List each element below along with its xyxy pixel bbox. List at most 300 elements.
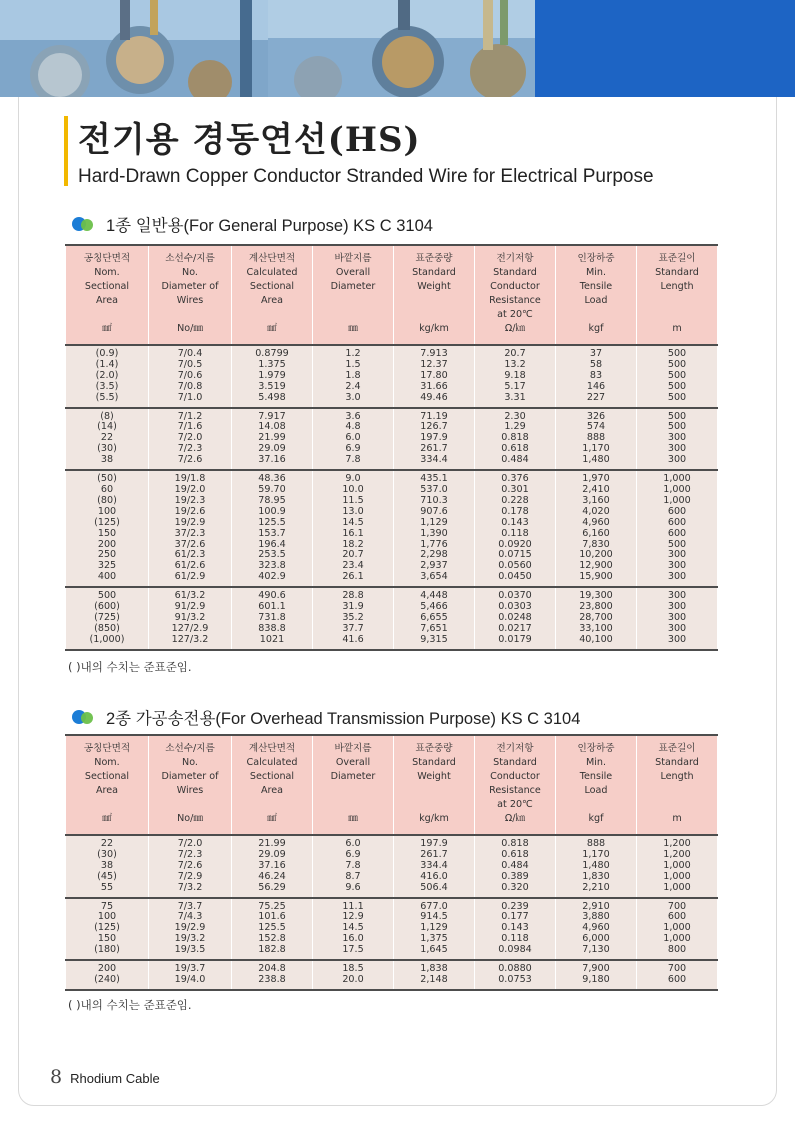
cell-value: 29.09	[258, 443, 286, 455]
column-unit: ㎟	[102, 813, 112, 824]
cell-value: 3.31	[504, 391, 526, 403]
column-header	[394, 245, 475, 345]
cell-value: 6.9	[345, 443, 361, 455]
table-cell	[394, 587, 475, 650]
table-cell	[475, 470, 556, 587]
column-header-line: Sectional	[84, 771, 130, 782]
cell-value: 59.70	[258, 483, 286, 495]
column-header-line: Overall	[335, 757, 371, 768]
cell-value: 500	[667, 421, 687, 433]
table-cell	[637, 898, 718, 961]
cell-value: 1,170	[582, 443, 610, 455]
column-unit: Ω/㎞	[504, 323, 526, 334]
column-header-line: Resistance	[489, 785, 541, 796]
table-cell	[475, 835, 556, 898]
table-cell	[149, 587, 232, 650]
cell-value: (14)	[97, 421, 117, 433]
column-header-line: Sectional	[84, 281, 130, 292]
cell-value: 9.18	[504, 369, 526, 381]
cell-value: 800	[667, 944, 687, 956]
cell-value: (125)	[94, 516, 120, 528]
column-unit: ㎟	[102, 323, 112, 334]
cell-value: 300	[667, 549, 687, 561]
table-cell	[149, 898, 232, 961]
column-unit: No/㎜	[177, 813, 203, 824]
cell-value: 5.17	[504, 380, 526, 392]
cell-value: 10,200	[579, 549, 613, 561]
cell-value: 7/2.0	[177, 432, 203, 444]
column-header-line: 공칭단면적	[83, 743, 131, 754]
cell-value: 12.37	[420, 358, 448, 370]
cell-value: 888	[586, 838, 606, 849]
table-header-row	[66, 245, 718, 345]
table-cell	[556, 835, 637, 898]
bullet-dots-icon	[72, 708, 98, 726]
cell-value: 19/3.2	[174, 933, 206, 945]
cell-value: 7/1.6	[177, 421, 203, 433]
column-unit: Ω/㎞	[504, 813, 526, 824]
cell-value: 19/2.9	[174, 516, 206, 528]
cell-value: 1.979	[258, 369, 286, 381]
cell-value: 300	[667, 590, 687, 602]
column-unit: m	[672, 323, 682, 334]
column-header-line: Standard	[412, 267, 456, 278]
cell-value: (850)	[94, 622, 120, 634]
cell-value: 12,900	[579, 560, 613, 572]
cell-value: 37.16	[258, 454, 286, 466]
page-number: 8	[50, 1066, 63, 1088]
cell-value: 0.320	[501, 881, 529, 893]
table-cell	[232, 898, 313, 961]
cell-value: 15,900	[579, 571, 613, 583]
table-cell	[556, 345, 637, 408]
table-cell	[475, 898, 556, 961]
cell-value: 0.618	[501, 848, 529, 860]
table-row-group	[66, 408, 718, 471]
cell-value: 0.484	[501, 859, 529, 871]
cell-value: 20.7	[342, 549, 364, 561]
cell-value: 2,148	[420, 973, 448, 985]
cell-value: 125.5	[258, 922, 286, 934]
cell-value: 196.4	[258, 538, 286, 550]
cell-value: 35.2	[342, 611, 364, 623]
page-title-english: Hard-Drawn Copper Conductor Stranded Wire for Electrical Purpose	[78, 166, 654, 187]
cell-value: 10.0	[342, 483, 364, 495]
cell-value: 200	[97, 963, 117, 975]
cell-value: 18.5	[342, 963, 364, 975]
cell-value: 22	[100, 432, 114, 444]
cell-value: 127/3.2	[171, 633, 209, 645]
table-row-group	[66, 960, 718, 990]
cell-value: 1,776	[420, 538, 448, 550]
column-header	[232, 245, 313, 345]
cell-value: 100	[97, 505, 117, 517]
cell-value: 7/2.6	[177, 454, 203, 466]
cell-value: 907.6	[420, 505, 448, 517]
cell-value: 600	[667, 505, 687, 517]
cell-value: 100	[97, 911, 117, 923]
column-header-line: 인장하중	[577, 743, 615, 754]
cell-value: 0.143	[501, 922, 529, 934]
cell-value: 5,466	[420, 601, 448, 613]
table-row-group	[66, 587, 718, 650]
table-cell	[475, 408, 556, 471]
column-header-line: Nom.	[94, 267, 120, 278]
cell-value: 101.6	[258, 911, 286, 923]
column-header	[66, 245, 149, 345]
table-cell	[66, 835, 149, 898]
column-header	[232, 735, 313, 835]
cell-value: 91/2.9	[174, 601, 206, 613]
cell-value: (240)	[94, 973, 120, 985]
column-header-line: Overall	[335, 267, 371, 278]
column-header-line: Area	[95, 785, 119, 796]
cell-value: 300	[667, 443, 687, 455]
cell-value: 3,654	[420, 571, 448, 583]
cell-value: 7,900	[582, 963, 610, 975]
cell-value: 7.913	[420, 348, 448, 359]
column-header-line: Diameter	[330, 771, 376, 782]
table-row-group	[66, 898, 718, 961]
cell-value: 0.0880	[498, 963, 532, 975]
cell-value: 600	[667, 911, 687, 923]
cell-value: 0.0303	[498, 601, 532, 613]
column-header-line: Length	[660, 281, 694, 292]
cell-value: 0.376	[501, 473, 529, 485]
column-header-line: Diameter	[330, 281, 376, 292]
cell-value: 12.9	[342, 911, 364, 923]
cell-value: 7.8	[345, 454, 361, 466]
table-cell	[66, 960, 149, 990]
cell-value: 500	[667, 348, 687, 359]
table-cell	[637, 835, 718, 898]
cell-value: 574	[586, 421, 606, 433]
cell-value: 0.178	[501, 505, 529, 517]
cell-value: 22	[100, 838, 114, 849]
column-header-line: 공칭단면적	[83, 253, 131, 264]
cell-value: 6,160	[582, 527, 610, 539]
table-cell	[232, 960, 313, 990]
cell-value: 7/0.5	[177, 358, 203, 370]
cell-value: 0.0248	[498, 611, 532, 623]
cell-value: 3,880	[582, 911, 610, 923]
column-header-line: Weight	[417, 771, 451, 782]
cell-value: 300	[667, 571, 687, 583]
cell-value: 3.0	[345, 391, 361, 403]
cell-value: 20.7	[504, 348, 526, 359]
cell-value: (50)	[97, 473, 117, 485]
cell-value: 261.7	[420, 848, 448, 860]
section-2-title: 2종 가공송전용(For Overhead Transmission Purpose) KS C 3104	[106, 710, 581, 728]
cell-value: 0.0217	[498, 622, 532, 634]
cell-value: 1,480	[582, 859, 610, 871]
cell-value: (600)	[94, 601, 120, 613]
cell-value: (80)	[97, 494, 117, 506]
column-header	[475, 735, 556, 835]
cell-value: 0.118	[501, 933, 529, 945]
column-unit: ㎜	[348, 813, 358, 824]
cell-value: 7/2.6	[177, 859, 203, 871]
cell-value: 1,838	[420, 963, 448, 975]
table-cell	[394, 408, 475, 471]
column-unit: No/㎜	[177, 323, 203, 334]
page-footer	[50, 1066, 160, 1088]
cell-value: (30)	[97, 848, 117, 860]
cell-value: 0.239	[501, 900, 529, 912]
cable-photo-right-overlay-illustration	[268, 0, 535, 97]
cell-value: 61/2.6	[174, 560, 206, 572]
cell-value: 153.7	[258, 527, 286, 539]
cell-value: 0.0715	[498, 549, 532, 561]
cell-value: 60	[100, 483, 114, 495]
cell-value: (8)	[100, 410, 114, 422]
cell-value: (725)	[94, 611, 120, 623]
column-header-line: Wires	[176, 785, 204, 796]
cell-value: 21.99	[258, 432, 286, 444]
column-header-line: 전기저항	[496, 253, 534, 264]
cell-value: 9,315	[420, 633, 448, 645]
column-header-line: Standard	[493, 267, 537, 278]
table-row-group	[66, 345, 718, 408]
cell-value: 204.8	[258, 963, 286, 975]
cell-value: 48.36	[258, 473, 286, 485]
cell-value: 37.7	[342, 622, 364, 634]
cell-value: 146	[586, 380, 606, 392]
cell-value: 61/3.2	[174, 590, 206, 602]
cell-value: 677.0	[420, 900, 448, 912]
cell-value: 7/2.3	[177, 443, 203, 455]
table-cell	[394, 470, 475, 587]
cell-value: 0.301	[501, 483, 529, 495]
column-header	[66, 735, 149, 835]
table-cell	[66, 408, 149, 471]
table-cell	[232, 345, 313, 408]
cell-value: 21.99	[258, 838, 286, 849]
column-unit: ㎟	[267, 813, 277, 824]
cell-value: 3.6	[345, 410, 361, 422]
cell-value: 4,960	[582, 922, 610, 934]
column-header-line: at 20℃	[497, 799, 533, 810]
cell-value: 37	[589, 348, 603, 359]
cell-value: 13.0	[342, 505, 364, 517]
column-header	[556, 735, 637, 835]
cell-value: 0.228	[501, 494, 529, 506]
cell-value: 1,000	[663, 922, 691, 934]
cell-value: (1.4)	[95, 358, 119, 370]
table-cell	[149, 345, 232, 408]
page-title-korean: 전기용 경동연선(HS)	[78, 120, 421, 160]
cell-value: 0.177	[501, 911, 529, 923]
cell-value: 416.0	[420, 870, 448, 882]
cell-value: 37.16	[258, 859, 286, 871]
table-cell	[66, 587, 149, 650]
column-header-line: Standard	[493, 757, 537, 768]
table-cell	[475, 345, 556, 408]
cell-value: 4,960	[582, 516, 610, 528]
table-cell	[394, 345, 475, 408]
title-accent-bar	[64, 116, 68, 186]
table-cell	[475, 587, 556, 650]
cell-value: 3.519	[258, 380, 286, 392]
cell-value: 1,000	[663, 859, 691, 871]
cell-value: 1,000	[663, 473, 691, 485]
table-cell	[556, 470, 637, 587]
cell-value: 300	[667, 622, 687, 634]
cell-value: 38	[100, 454, 114, 466]
cell-value: 0.0179	[498, 633, 532, 645]
column-header-line: Nom.	[94, 757, 120, 768]
table-cell	[313, 587, 394, 650]
column-header-line: 표준길이	[658, 743, 696, 754]
cell-value: 20.0	[342, 973, 364, 985]
cell-value: 300	[667, 560, 687, 572]
table-cell	[313, 835, 394, 898]
column-header-line: Load	[584, 785, 608, 796]
cell-value: (1,000)	[89, 633, 125, 645]
cell-value: 402.9	[258, 571, 286, 583]
cell-value: 2.4	[345, 380, 361, 392]
cell-value: 200	[97, 538, 117, 550]
brand-name: Rhodium Cable	[70, 1071, 160, 1086]
section-1-heading	[72, 212, 433, 236]
column-unit: kg/km	[419, 323, 449, 334]
cell-value: 1.29	[504, 421, 526, 433]
cell-value: 1,000	[663, 483, 691, 495]
cell-value: 55	[100, 881, 114, 893]
cell-value: 0.0450	[498, 571, 532, 583]
cell-value: 13.2	[504, 358, 526, 370]
cell-value: 1,129	[420, 922, 448, 934]
cell-value: 838.8	[258, 622, 286, 634]
cell-value: 152.8	[258, 933, 286, 945]
cell-value: 325	[97, 560, 117, 572]
cell-value: 58	[589, 358, 603, 370]
cell-value: 41.6	[342, 633, 364, 645]
cell-value: 300	[667, 601, 687, 613]
cell-value: 500	[97, 590, 117, 602]
cell-value: 300	[667, 633, 687, 645]
table-row-group	[66, 835, 718, 898]
table-cell	[475, 960, 556, 990]
cell-value: 0.0984	[498, 944, 532, 956]
cell-value: 0.389	[501, 870, 529, 882]
cell-value: 7/4.3	[177, 911, 203, 923]
bullet-dots-icon	[72, 215, 98, 233]
cell-value: 6,655	[420, 611, 448, 623]
cell-value: 61/2.3	[174, 549, 206, 561]
cell-value: 1.5	[345, 358, 361, 370]
cell-value: 435.1	[420, 473, 448, 485]
column-header-line: Area	[260, 295, 284, 306]
cell-value: 1,375	[420, 933, 448, 945]
cell-value: 75	[100, 900, 114, 912]
table-cell	[556, 408, 637, 471]
cell-value: 1,129	[420, 516, 448, 528]
table-cell	[394, 960, 475, 990]
table-1-note: ( )내의 수치는 준표준임.	[68, 660, 192, 674]
column-unit: kg/km	[419, 813, 449, 824]
cell-value: 500	[667, 410, 687, 422]
column-header-line: Tensile	[579, 281, 613, 292]
cell-value: 91/3.2	[174, 611, 206, 623]
table-cell	[232, 587, 313, 650]
cell-value: 253.5	[258, 549, 286, 561]
cell-value: 19/4.0	[174, 973, 206, 985]
column-header-line: Standard	[655, 267, 699, 278]
cell-value: 61/2.9	[174, 571, 206, 583]
cell-value: 5.498	[258, 391, 286, 403]
cell-value: 490.6	[258, 590, 286, 602]
column-unit: kgf	[588, 323, 604, 334]
cell-value: 2.30	[504, 410, 526, 422]
cell-value: 601.1	[258, 601, 286, 613]
cell-value: 500	[667, 369, 687, 381]
cell-value: 17.80	[420, 369, 448, 381]
cell-value: 0.484	[501, 454, 529, 466]
table-cell	[149, 470, 232, 587]
cell-value: 6,000	[582, 933, 610, 945]
cell-value: 6.0	[345, 838, 361, 849]
table-cell	[637, 408, 718, 471]
cell-value: 23,800	[579, 601, 613, 613]
cell-value: 7/3.7	[177, 900, 203, 912]
cell-value: 334.4	[420, 859, 448, 871]
column-header-line: Standard	[655, 757, 699, 768]
column-header-line: 전기저항	[496, 743, 534, 754]
cell-value: 7/2.3	[177, 848, 203, 860]
table-cell	[313, 960, 394, 990]
table-cell	[313, 345, 394, 408]
table-cell	[149, 835, 232, 898]
column-header-line: 계산단면적	[248, 743, 296, 754]
cell-value: 7/0.4	[177, 348, 203, 359]
column-header-line: 표준길이	[658, 253, 696, 264]
table-cell	[232, 835, 313, 898]
column-header-line: Tensile	[579, 771, 613, 782]
cell-value: 14.5	[342, 516, 364, 528]
cell-value: 9,180	[582, 973, 610, 985]
cable-photo-left-overlay-illustration	[0, 0, 268, 97]
cell-value: 300	[667, 432, 687, 444]
table-cell	[232, 408, 313, 471]
section-2-heading	[72, 705, 580, 729]
cell-value: 1021	[259, 633, 285, 645]
table-cell	[394, 898, 475, 961]
cell-value: 7.8	[345, 859, 361, 871]
column-header-line: at 20℃	[497, 309, 533, 320]
cell-value: 1,830	[582, 870, 610, 882]
cell-value: 197.9	[420, 432, 448, 444]
cell-value: 23.4	[342, 560, 364, 572]
column-header-line: 표준중량	[415, 743, 453, 754]
cell-value: 0.818	[501, 838, 529, 849]
cell-value: 7/0.6	[177, 369, 203, 381]
column-header-line: Weight	[417, 281, 451, 292]
cell-value: 0.0920	[498, 538, 532, 550]
cell-value: 7.917	[258, 410, 286, 422]
cell-value: 7,830	[582, 538, 610, 550]
cell-value: 19/2.9	[174, 922, 206, 934]
spec-table-overhead	[65, 734, 718, 991]
column-header-line: Calculated	[246, 757, 298, 768]
cell-value: 7/2.9	[177, 870, 203, 882]
cell-value: 600	[667, 973, 687, 985]
cell-value: 75.25	[258, 900, 286, 912]
cell-value: 1,645	[420, 944, 448, 956]
cell-value: 14.08	[258, 421, 286, 433]
cell-value: 1.8	[345, 369, 361, 381]
cell-value: 2,210	[582, 881, 610, 893]
